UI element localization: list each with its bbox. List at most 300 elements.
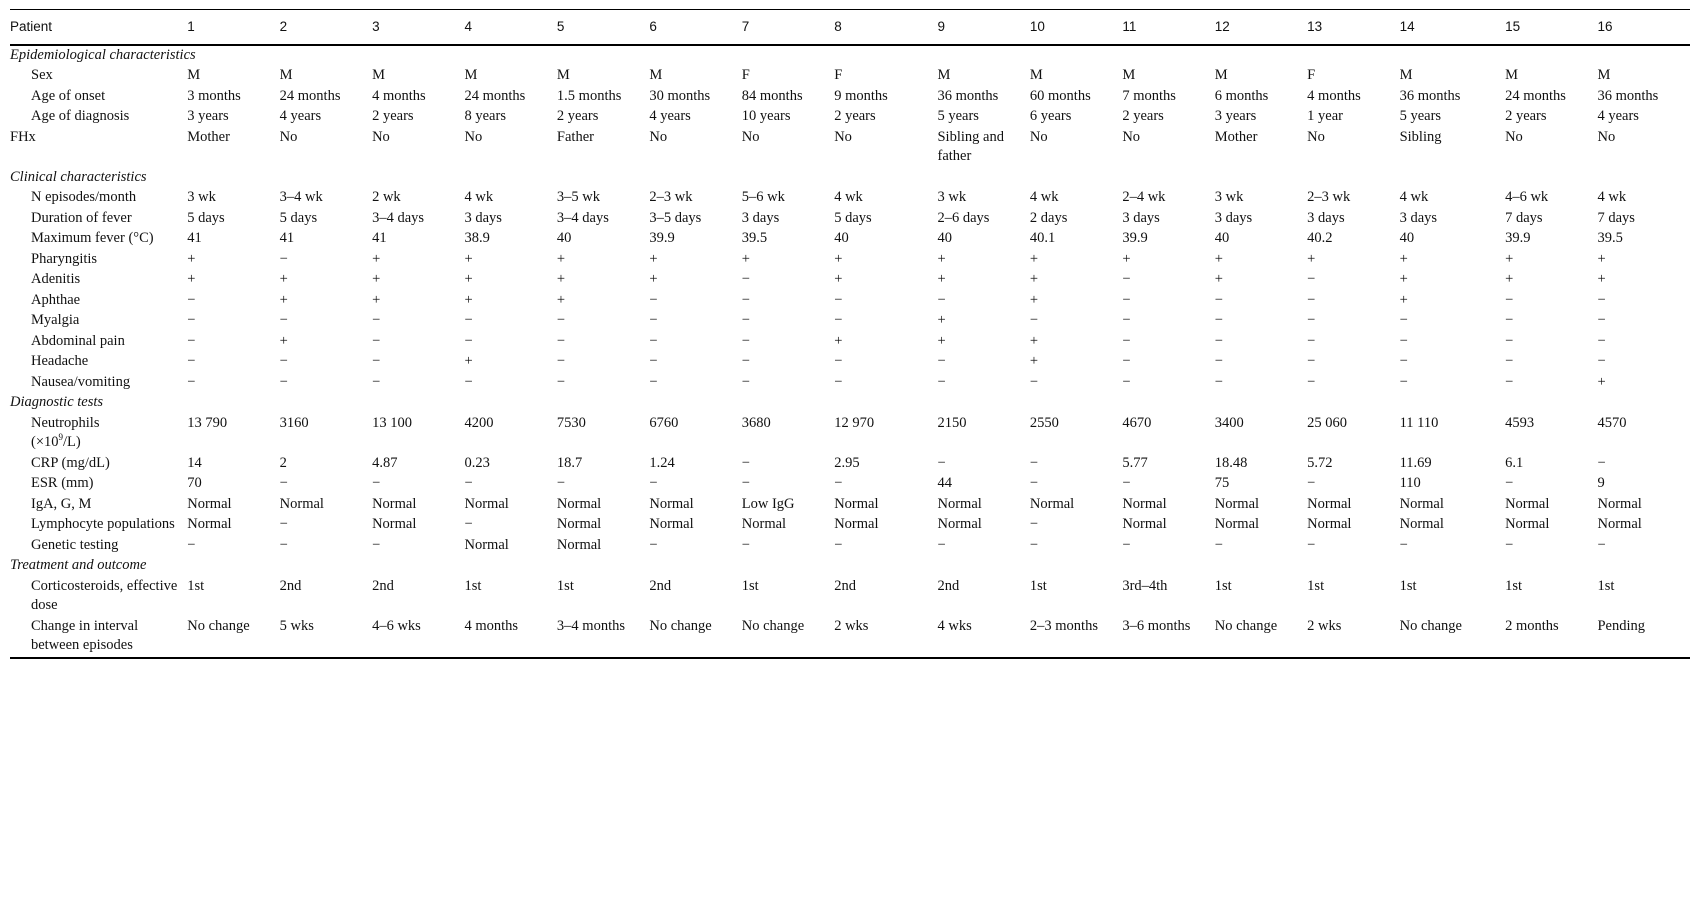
cell-patient-7: − — [741, 454, 750, 471]
row-label: Sex — [31, 67, 53, 83]
cell-patient-14: 40 — [1399, 230, 1415, 246]
cell-patient-12: Mother — [1214, 128, 1258, 145]
cell-patient-5: 7530 — [556, 414, 586, 431]
cell-patient-10: 2–3 months — [1029, 617, 1098, 634]
cell-patient-4: − — [464, 475, 473, 491]
cell-patient-9: + — [937, 271, 946, 287]
header-patient-10: 10 — [1029, 19, 1045, 34]
cell-patient-12: − — [1214, 291, 1223, 308]
cell-patient-15: 6.1 — [1505, 454, 1524, 471]
cell-patient-8: − — [834, 373, 843, 390]
row-label: Duration of fever — [31, 209, 132, 226]
cell-patient-3: − — [372, 373, 381, 390]
cell-patient-8: F — [834, 67, 843, 83]
cell-patient-5: 40 — [556, 230, 572, 246]
cell-patient-14: + — [1399, 291, 1408, 308]
cell-patient-13: 1 year — [1307, 108, 1343, 124]
cell-patient-11: 4670 — [1122, 414, 1152, 431]
row-label: N episodes/month — [31, 189, 137, 205]
cell-patient-5: 18.7 — [556, 454, 583, 471]
cell-patient-13: 40.2 — [1307, 230, 1333, 246]
cell-patient-2: − — [279, 516, 288, 532]
cell-patient-9: 2150 — [937, 414, 967, 431]
patient-table-container — [10, 9, 1690, 659]
cell-patient-6: Normal — [649, 495, 694, 512]
cell-patient-7: 10 years — [741, 108, 791, 124]
cell-patient-15: Normal — [1505, 495, 1550, 512]
cell-patient-6: Normal — [649, 516, 694, 532]
cell-patient-7: − — [741, 475, 750, 491]
cell-patient-9: − — [937, 373, 946, 390]
cell-patient-5: − — [556, 353, 566, 369]
cell-patient-9: − — [937, 291, 946, 308]
table-row — [10, 291, 1690, 312]
cell-patient-2: No — [279, 128, 298, 145]
cell-patient-12: No change — [1214, 617, 1278, 634]
cell-patient-16: 4 wk — [1597, 189, 1627, 205]
cell-patient-3: M — [372, 67, 385, 83]
cell-patient-4: 1st — [464, 577, 482, 594]
cell-patient-10: − — [1029, 312, 1039, 328]
cell-patient-13: No — [1307, 128, 1325, 145]
cell-patient-15: 1st — [1505, 577, 1522, 594]
cell-patient-13: − — [1307, 373, 1316, 390]
cell-patient-13: + — [1307, 250, 1316, 267]
cell-patient-13: − — [1307, 312, 1316, 328]
cell-patient-8: 9 months — [834, 87, 888, 104]
header-patient-8: 8 — [834, 19, 842, 34]
cell-patient-16: 39.5 — [1597, 230, 1623, 246]
cell-patient-4: − — [464, 312, 473, 328]
cell-patient-14: 11.69 — [1399, 454, 1432, 471]
header-patient-5: 5 — [556, 19, 565, 34]
cell-patient-1: − — [187, 353, 196, 369]
cell-patient-3: − — [372, 536, 381, 553]
cell-patient-6: − — [649, 291, 658, 308]
cell-patient-6: 1.24 — [649, 454, 675, 471]
cell-patient-9: 2–6 days — [937, 209, 990, 226]
section-row — [10, 168, 1690, 189]
cell-patient-2: + — [279, 332, 288, 349]
cell-patient-4: 38.9 — [464, 230, 490, 246]
cell-patient-3: − — [372, 312, 381, 328]
cell-patient-15: − — [1505, 332, 1514, 349]
row-label-unit: (×10 — [31, 434, 59, 450]
cell-patient-1: − — [187, 291, 196, 308]
cell-patient-11: 39.9 — [1122, 230, 1148, 246]
cell-patient-14: + — [1399, 271, 1408, 287]
cell-patient-7: 5–6 wk — [741, 189, 785, 205]
cell-patient-12: − — [1214, 353, 1223, 369]
cell-patient-16: 36 months — [1597, 87, 1659, 104]
cell-patient-8: + — [834, 332, 843, 349]
cell-patient-1: M — [187, 67, 201, 83]
cell-patient-13: Normal — [1307, 516, 1352, 532]
cell-patient-8: 4 wk — [834, 189, 863, 205]
cell-patient-6: No — [649, 128, 668, 145]
cell-patient-16: 1st — [1597, 577, 1615, 594]
cell-patient-9: − — [937, 536, 946, 553]
cell-patient-12: 3 years — [1214, 108, 1257, 124]
cell-patient-10: Normal — [1029, 495, 1075, 512]
cell-patient-6: 6760 — [649, 414, 679, 431]
cell-patient-4: + — [464, 250, 473, 267]
cell-patient-10: No — [1029, 128, 1048, 145]
cell-patient-2: + — [279, 271, 288, 287]
cell-patient-14: 36 months — [1399, 87, 1461, 104]
cell-patient-14: 4 wk — [1399, 189, 1429, 205]
cell-patient-5: Normal — [556, 516, 602, 532]
cell-patient-16: Normal — [1597, 516, 1642, 532]
cell-patient-15: + — [1505, 250, 1514, 267]
cell-patient-8: Normal — [834, 516, 879, 532]
cell-patient-16: No — [1597, 128, 1616, 145]
cell-patient-7: No — [741, 128, 760, 145]
cell-patient-12: 3 wk — [1214, 189, 1244, 205]
cell-patient-10: + — [1029, 332, 1039, 349]
cell-patient-5: + — [556, 291, 566, 308]
cell-patient-1: + — [187, 250, 196, 267]
cell-patient-5: + — [556, 250, 566, 267]
cell-patient-10: + — [1029, 271, 1039, 287]
table-row — [10, 209, 1690, 230]
cell-patient-13: 25 060 — [1307, 414, 1348, 431]
cell-patient-13: 3 days — [1307, 209, 1345, 226]
cell-patient-10: − — [1029, 516, 1039, 532]
cell-patient-10: 60 months — [1029, 87, 1091, 104]
cell-patient-11: − — [1122, 332, 1131, 349]
cell-patient-11: 3 days — [1122, 209, 1160, 226]
header-patient-label: Patient — [10, 19, 53, 34]
table-row — [10, 107, 1690, 128]
cell-patient-14: M — [1399, 67, 1413, 83]
cell-patient-9: − — [937, 454, 946, 471]
cell-patient-12: M — [1214, 67, 1228, 83]
table-row — [10, 66, 1690, 87]
header-patient-1: 1 — [187, 19, 195, 34]
cell-patient-13: − — [1307, 536, 1316, 553]
cell-patient-15: 39.9 — [1505, 230, 1531, 246]
cell-patient-8: − — [834, 475, 843, 491]
cell-patient-10: 2550 — [1029, 414, 1059, 431]
cell-patient-14: 3 days — [1399, 209, 1438, 226]
cell-patient-11: 3rd–4th — [1122, 577, 1168, 594]
cell-patient-11: Normal — [1122, 516, 1167, 532]
cell-patient-4: 8 years — [464, 108, 506, 124]
cell-patient-4: − — [464, 516, 473, 532]
cell-patient-2: + — [279, 291, 288, 308]
cell-patient-2: 24 months — [279, 87, 341, 104]
table-row — [10, 515, 1690, 536]
cell-patient-16: − — [1597, 353, 1606, 369]
row-label: Pharyngitis — [31, 250, 98, 267]
cell-patient-2: 2nd — [279, 577, 302, 594]
cell-patient-4: 24 months — [464, 87, 526, 104]
cell-patient-7: − — [741, 353, 750, 369]
cell-patient-2: 5 wks — [279, 617, 314, 634]
cell-patient-9: 4 wks — [937, 617, 972, 634]
cell-patient-15: − — [1505, 291, 1514, 308]
cell-patient-1: − — [187, 536, 196, 553]
cell-patient-11: No — [1122, 128, 1141, 145]
cell-patient-16: − — [1597, 454, 1606, 471]
cell-patient-4: Normal — [464, 495, 509, 512]
cell-patient-14: − — [1399, 373, 1408, 390]
cell-patient-14: − — [1399, 536, 1408, 553]
cell-patient-7: 3 days — [741, 209, 780, 226]
cell-patient-3: Normal — [372, 516, 417, 532]
cell-patient-9: + — [937, 312, 946, 328]
cell-patient-4: 0.23 — [464, 454, 490, 471]
cell-patient-16: M — [1597, 67, 1611, 83]
cell-patient-6: − — [649, 353, 658, 369]
cell-patient-12: − — [1214, 312, 1223, 328]
cell-patient-6: − — [649, 536, 658, 553]
cell-patient-7: − — [741, 291, 750, 308]
cell-patient-3: − — [372, 332, 381, 349]
cell-patient-5: Father — [556, 128, 594, 145]
cell-patient-12: 3400 — [1214, 414, 1244, 431]
cell-patient-6: 4 years — [649, 108, 691, 124]
cell-patient-13: − — [1307, 271, 1316, 287]
cell-patient-9: M — [937, 67, 951, 83]
header-patient-9: 9 — [937, 19, 945, 34]
table-body — [10, 45, 1690, 658]
row-label-text: Neutrophils — [31, 414, 100, 431]
section-row — [10, 393, 1690, 414]
row-label: Myalgia — [31, 312, 80, 328]
cell-patient-13: 5.72 — [1307, 454, 1333, 471]
cell-patient-15: 2 years — [1505, 108, 1547, 124]
cell-patient-6: − — [649, 475, 658, 491]
cell-patient-9: 3 wk — [937, 189, 967, 205]
cell-patient-8: − — [834, 536, 843, 553]
cell-patient-5: − — [556, 373, 566, 390]
row-label: IgA, G, M — [31, 495, 92, 512]
header-patient-3: 3 — [372, 19, 380, 34]
cell-patient-3: No — [372, 128, 390, 145]
row-label: Adenitis — [31, 271, 81, 287]
cell-patient-11: − — [1122, 353, 1131, 369]
row-label: Corticosteroids, effective dose — [31, 577, 178, 613]
row-label: Maximum fever (°C) — [31, 230, 154, 246]
cell-patient-15: 4–6 wk — [1505, 189, 1549, 205]
cell-patient-16: + — [1597, 373, 1606, 390]
row-label: FHx — [10, 128, 36, 145]
section-title: Clinical characteristics — [10, 168, 147, 185]
cell-patient-14: Normal — [1399, 495, 1444, 512]
cell-patient-3: − — [372, 475, 381, 491]
cell-patient-2: M — [279, 67, 293, 83]
cell-patient-5: 3–4 days — [556, 209, 609, 226]
cell-patient-10: M — [1029, 67, 1043, 83]
cell-patient-11: Normal — [1122, 495, 1167, 512]
row-label — [10, 414, 187, 454]
header-patient-14: 14 — [1399, 19, 1415, 34]
cell-patient-5: − — [556, 312, 566, 328]
cell-patient-3: + — [372, 250, 381, 267]
cell-patient-16: Normal — [1597, 495, 1642, 512]
row-label-superscript: 9 — [58, 432, 64, 443]
cell-patient-1: 3 wk — [187, 189, 216, 205]
cell-patient-3: 4–6 wks — [372, 617, 421, 634]
cell-patient-9: 44 — [937, 475, 952, 491]
cell-patient-11: − — [1122, 312, 1131, 328]
cell-patient-14: − — [1399, 312, 1408, 328]
cell-patient-10: 6 years — [1029, 108, 1072, 124]
section-title: Epidemiological characteristics — [10, 46, 196, 63]
cell-patient-15: M — [1505, 67, 1518, 83]
cell-patient-2: − — [279, 536, 288, 553]
cell-patient-12: 1st — [1214, 577, 1232, 594]
cell-patient-1: − — [187, 332, 196, 349]
cell-patient-15: − — [1505, 373, 1514, 390]
cell-patient-3: 2 wk — [372, 189, 401, 205]
cell-patient-3: 3–4 days — [372, 209, 425, 226]
cell-patient-1: 41 — [187, 230, 202, 246]
cell-patient-8: − — [834, 291, 843, 308]
cell-patient-11: 3–6 months — [1122, 617, 1191, 634]
cell-patient-14: − — [1399, 353, 1408, 369]
cell-patient-5: 1.5 months — [556, 87, 622, 104]
cell-patient-7: Low IgG — [741, 495, 795, 512]
header-patient-6: 6 — [649, 19, 657, 34]
cell-patient-7: 1st — [741, 577, 759, 594]
cell-patient-2: − — [279, 312, 288, 328]
row-label: Headache — [31, 353, 89, 369]
cell-patient-11: 2–4 wk — [1122, 189, 1166, 205]
cell-patient-6: − — [649, 312, 658, 328]
cell-patient-15: 4593 — [1505, 414, 1535, 431]
table-row — [10, 414, 1690, 454]
cell-patient-12: − — [1214, 332, 1223, 349]
cell-patient-9: Normal — [937, 495, 982, 512]
cell-patient-6: 30 months — [649, 87, 711, 104]
header-patient-13: 13 — [1307, 19, 1323, 34]
row-label: CRP (mg/dL) — [31, 454, 110, 471]
cell-patient-10: 1st — [1029, 577, 1047, 594]
cell-patient-7: No change — [741, 617, 805, 634]
table-header — [10, 10, 1690, 45]
cell-patient-8: 2.95 — [834, 454, 860, 471]
cell-patient-4: M — [464, 67, 478, 83]
row-label: Age of diagnosis — [31, 108, 130, 124]
cell-patient-12: Normal — [1214, 516, 1260, 532]
section-title: Treatment and outcome — [10, 557, 147, 573]
cell-patient-10: + — [1029, 353, 1039, 369]
cell-patient-16: + — [1597, 250, 1606, 267]
cell-patient-9: 40 — [937, 230, 952, 246]
row-label-unit-tail: /L) — [63, 434, 81, 450]
cell-patient-11: − — [1122, 536, 1131, 553]
cell-patient-15: 7 days — [1505, 209, 1543, 226]
cell-patient-9: 36 months — [937, 87, 999, 104]
cell-patient-13: F — [1307, 67, 1316, 83]
cell-patient-5: − — [556, 475, 566, 491]
cell-patient-11: 5.77 — [1122, 454, 1148, 471]
cell-patient-12: 18.48 — [1214, 454, 1248, 471]
cell-patient-10: 40.1 — [1029, 230, 1056, 246]
cell-patient-1: 1st — [187, 577, 205, 594]
cell-patient-16: Pending — [1597, 617, 1646, 634]
cell-patient-5: Normal — [556, 495, 602, 512]
cell-patient-12: 3 days — [1214, 209, 1253, 226]
cell-patient-4: + — [464, 291, 473, 308]
table-row — [10, 454, 1690, 475]
cell-patient-1: 3 years — [187, 108, 229, 124]
row-label: Change in interval between episodes — [31, 617, 139, 653]
cell-patient-11: + — [1122, 250, 1131, 267]
cell-patient-7: − — [741, 373, 750, 390]
cell-patient-1: − — [187, 373, 196, 390]
cell-patient-14: No change — [1399, 617, 1462, 634]
header-patient-12: 12 — [1214, 19, 1230, 34]
cell-patient-7: F — [741, 67, 750, 83]
cell-patient-2: 3160 — [279, 414, 309, 431]
cell-patient-13: 4 months — [1307, 87, 1361, 104]
cell-patient-6: − — [649, 373, 658, 390]
cell-patient-16: − — [1597, 536, 1606, 553]
cell-patient-2: 41 — [279, 230, 295, 246]
cell-patient-2: 2 — [279, 454, 287, 471]
cell-patient-1: Normal — [187, 516, 232, 532]
cell-patient-2: 3–4 wk — [279, 189, 323, 205]
cell-patient-10: − — [1029, 536, 1039, 553]
cell-patient-8: − — [834, 353, 843, 369]
cell-patient-4: − — [464, 332, 473, 349]
cell-patient-4: Normal — [464, 536, 509, 553]
cell-patient-6: − — [649, 332, 658, 349]
cell-patient-7: 84 months — [741, 87, 803, 104]
cell-patient-14: Normal — [1399, 516, 1444, 532]
cell-patient-14: 5 years — [1399, 108, 1442, 124]
cell-patient-2: − — [279, 475, 288, 491]
cell-patient-5: M — [556, 67, 570, 83]
cell-patient-5: 3–4 months — [556, 617, 625, 634]
cell-patient-3: + — [372, 271, 381, 287]
cell-patient-11: 7 months — [1122, 87, 1176, 104]
cell-patient-12: 6 months — [1214, 87, 1269, 104]
cell-patient-12: − — [1214, 536, 1223, 553]
cell-patient-3: 13 100 — [372, 414, 412, 431]
cell-patient-3: 41 — [372, 230, 387, 246]
row-label: Aphthae — [31, 291, 81, 308]
cell-patient-16: 4570 — [1597, 414, 1627, 431]
cell-patient-3: + — [372, 291, 381, 308]
cell-patient-3: 4.87 — [372, 454, 398, 471]
cell-patient-1: Normal — [187, 495, 232, 512]
cell-patient-8: 2 wks — [834, 617, 869, 634]
cell-patient-12: − — [1214, 373, 1223, 390]
section-row — [10, 45, 1690, 67]
cell-patient-12: 40 — [1214, 230, 1230, 246]
cell-patient-4: 4 months — [464, 617, 519, 634]
cell-patient-15: Normal — [1505, 516, 1550, 532]
row-label: Abdominal pain — [31, 332, 125, 349]
cell-patient-12: + — [1214, 271, 1223, 287]
cell-patient-2: 4 years — [279, 108, 322, 124]
cell-patient-1: 3 months — [187, 87, 241, 104]
patient-characteristics-table — [10, 9, 1690, 659]
cell-patient-1: 70 — [187, 475, 202, 491]
cell-patient-13: − — [1307, 332, 1316, 349]
table-row — [10, 352, 1690, 373]
cell-patient-10: 4 wk — [1029, 189, 1059, 205]
cell-patient-15: − — [1505, 475, 1514, 491]
cell-patient-4: 4 wk — [464, 189, 494, 205]
table-row — [10, 128, 1690, 168]
table-row — [10, 536, 1690, 557]
